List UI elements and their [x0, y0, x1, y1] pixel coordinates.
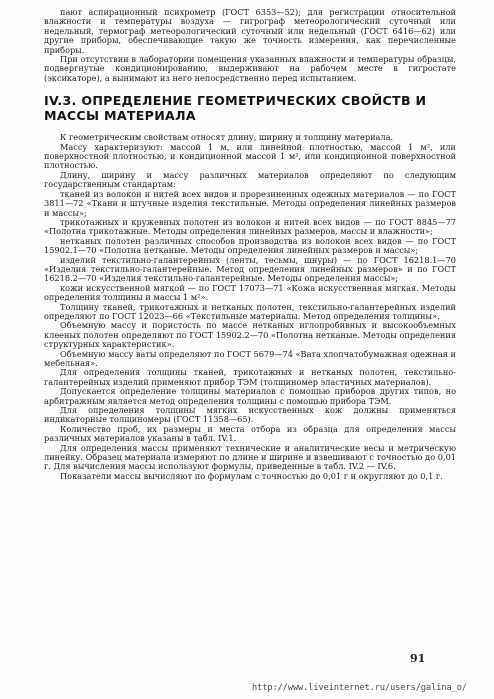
paragraph: нетканых полотен различных способов производства из волокон всех видов — по ГОСТ 15902.1—70 «Полотна нетканые. Методы определения линейных размеров и массы»;	[44, 235, 456, 256]
paragraph: Толщину тканей, трикотажных и нетканых полотен, текстильно-галантерейных изделий определяют по ГОСТ 12023—66 «Текстильные материалы. Метод определения толщины».	[44, 301, 456, 321]
paragraph: Для определения толщины тканей, трикотажных и нетканых полотен, текстильно-галантерейных изделий применяют прибор ТЭМ (толщиномер эластичных материалов).	[44, 367, 456, 387]
section-heading: IV.3. ОПРЕДЕЛЕНИЕ ГЕОМЕТРИЧЕСКИХ СВОЙСТВ И МАССЫ МАТЕРИАЛА	[44, 93, 427, 124]
paragraph: Показатели массы вычисляют по формулам с точностью до 0,01 г и округляют до 0,1 г.	[60, 470, 443, 481]
paragraph: кожи искусственной мягкой — по ГОСТ 17073—71 «Кожа искусственная мягкая. Методы определения толщины и массы 1 м²».	[44, 282, 456, 303]
paragraph: Для определения массы применяют технические и аналитические весы и метрическую линейку. Образец материала измеряют по длине и ширине и взвешивают с точностью до 0,01 г. Для вычисления массы используют формулы, приведенные в табл. IV.2 — IV.6.	[44, 442, 456, 472]
paragraph: Количество проб, их размеры и места отбора из образца для определения массы различных материалов указаны в табл. IV.1.	[44, 423, 456, 444]
paragraph: трикотажных и кружевных полотен из волокон и нитей всех видов — по ГОСТ 8845—77 «Полотна трикотажные. Методы определения линейных размеров, массы и влажности»;	[44, 216, 456, 237]
paragraph: При отсутствии в лаборатории помещения указанных влажности и температуры образцы, подвергнутые кондиционированию, выдерживают на рабочем месте в гигростате (эксикаторе), а вынимают из него непосредственно перед испытанием.	[44, 54, 456, 83]
page-number: 91	[410, 652, 426, 665]
paragraph: тканей из волокон и нитей всех видов и прорезиненных одежных материалов — по ГОСТ 3811—72 «Ткани и штучные изделия текстильные. Методы определения линейных размеров и массы»;	[44, 188, 456, 218]
page-text	[44, 8, 456, 481]
watermark-url: http://www.liveinternet.ru/users/galina_o/	[252, 683, 467, 693]
paragraph: Допускается определение толщины материалов с помощью приборов других типов, но арбитражным является метод определения толщины с помощью прибора ТЭМ.	[44, 386, 456, 406]
paragraph: Для определения толщины мягких искусственных кож должны применяться индикаторные толщиномеры (ГОСТ 11358—65).	[44, 405, 456, 425]
paragraph: Объемную массу ваты определяют по ГОСТ 5679—74 «Вата хлопчатобумажная одежная и мебельная».	[44, 348, 456, 368]
paragraph: Массу характеризуют: массой 1 м, или линейной плотностью, массой 1 м², или поверхностной плотностью, и кондиционной массой 1 м², или кондиционной поверхностной плотностью.	[44, 141, 456, 171]
paragraph: Объемную массу и пористость по массе нетканых иглопробивных и высокообъемных клееных полотен определяют по ГОСТ 15902.2—70 «Полотна нетканые. Методы определения структурных характеристик».	[44, 320, 456, 350]
paragraph: Длину, ширину и массу различных материалов определяют по следующим государственным стандартам:	[44, 169, 456, 190]
paragraph: изделий текстильно-галантерейных (ленты, тесьмы, шнуры) — по ГОСТ 16218.1—70 «Изделия текстильно-галантерейные. Метод определения линейных размеров» и по ГОСТ 16218.2—70 «Изделия текстильно-галантерейные. Методы определения массы»;	[44, 254, 456, 284]
paragraph: пают аспирационный психрометр (ГОСТ 6353—52); для регистрации относительной влажности и температуры воздуха — гигрограф метеорологический суточный или недельный, термограф метеорологический суточный или недельный (ГОСТ 6416—62) или другие приборы, обеспечивающие такую же точность измерения, как перечисленные приборы.	[44, 7, 456, 55]
paragraph: К геометрическим свойствам относят длину, ширину и толщину материала.	[60, 132, 394, 143]
